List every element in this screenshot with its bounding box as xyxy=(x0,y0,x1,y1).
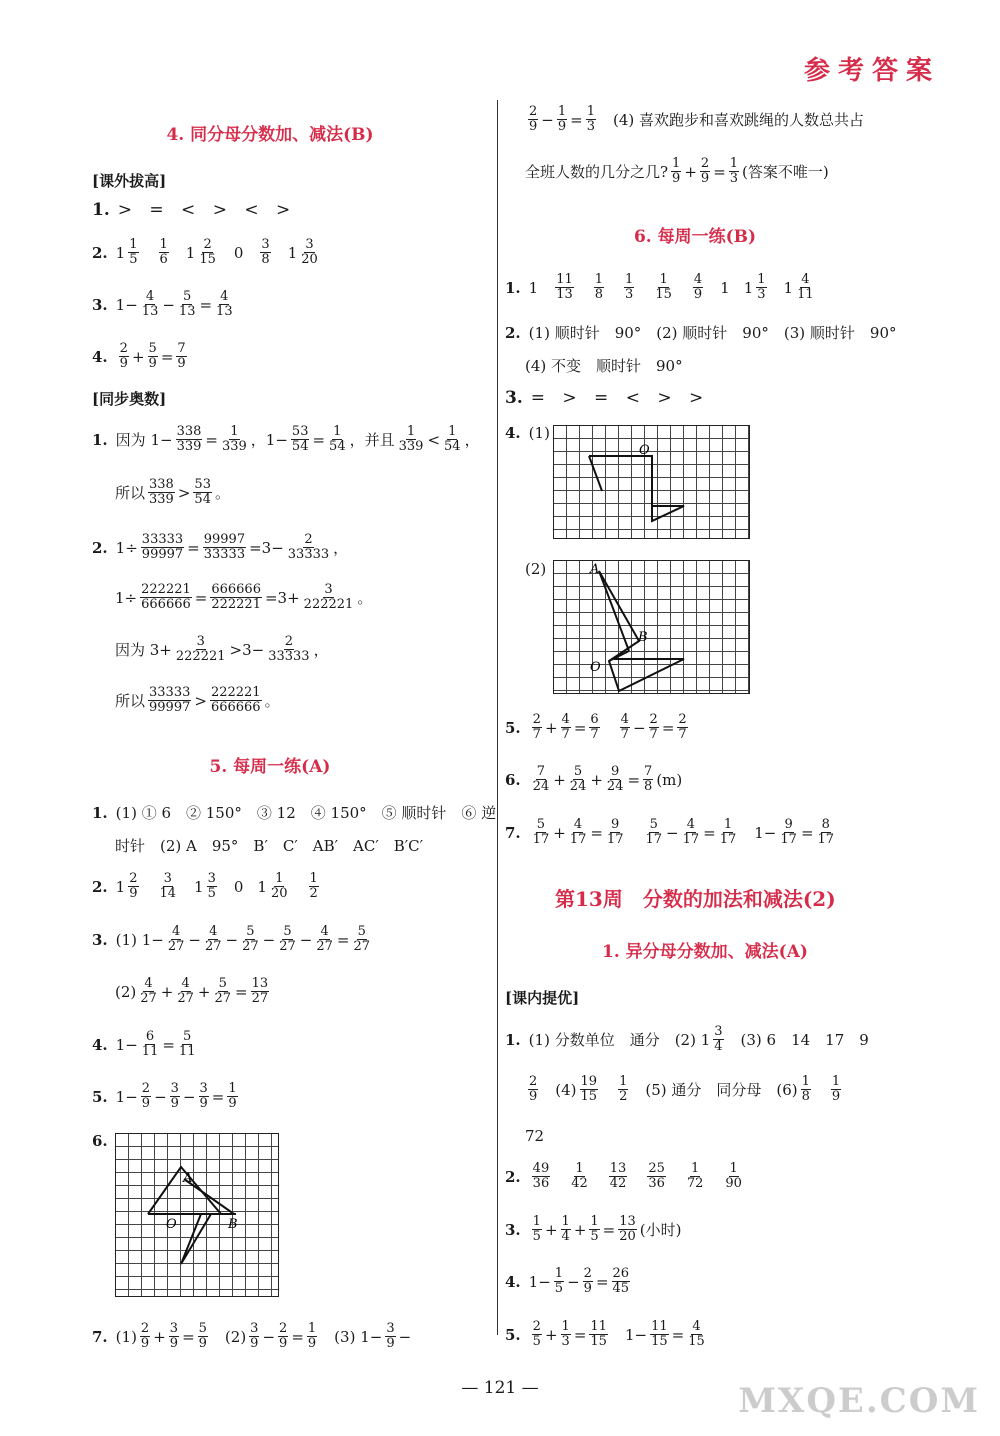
answer-1a-3: 3. $\frac{1}{5}$ + $\frac{1}{4}$ + $\frac{1}{5}$ = $\frac{13}{20}$ (小时) xyxy=(505,1214,682,1244)
answer-6b-6: 6. $\frac{7}{24}$ + $\frac{5}{24}$ + $\frac{9}{24}$ = $\frac{7}{8}$ (m) xyxy=(505,764,683,794)
answer-l3: 3. 1− $\frac{4}{13}$ − $\frac{5}{13}$ = $\frac{4}{13}$ xyxy=(92,289,233,319)
answer-1a-5: 5. $\frac{2}{5}$ + $\frac{1}{3}$ = $\frac{11}{15}$ 1− $\frac{11}{15}$ = $\frac{4}{15}$ xyxy=(505,1319,705,1349)
column-divider xyxy=(497,100,498,1335)
answer-6b-1: 1. 1 $\frac{11}{13}$ $\frac{1}{8}$ $\frac{1}{3}$ $\frac{1}{15}$ $\frac{4}{9}$ 1 1 $\frac{1}{3}$ 1 $\frac{4}{11}$ xyxy=(505,272,814,302)
answer-6b-5: 5. $\frac{2}{7}$ + $\frac{4}{7}$ = $\frac{6}{7}$ $\frac{4}{7}$ − $\frac{2}{7}$ = $\frac{2}{7}$ xyxy=(505,712,687,742)
answer-tb2c: 因为 3+ $\frac{3}{222221}$ >3− $\frac{2}{33333}$ ， xyxy=(115,634,329,664)
answer-6b-4-2-label: (2) xyxy=(525,560,547,578)
answer-l2: 2. 1 $\frac{1}{5}$ $\frac{1}{6}$ 1 $\frac{2}{15}$ 0 $\frac{3}{8}$ 1 $\frac{3}{20}$ xyxy=(92,237,318,267)
answer-1a-1a: 1. (1) 分数单位 通分 (2) 1 $\frac{3}{4}$ (3) 6 14 17 9 xyxy=(505,1024,869,1054)
answer-tb1b: 所以 $\frac{338}{339}$ > $\frac{53}{54}$ 。 xyxy=(115,477,230,507)
label-A: A xyxy=(183,1171,193,1186)
answer-6b-7: 7. $\frac{5}{17}$ + $\frac{4}{17}$ = $\frac{9}{17}$ $\frac{5}{17}$ − $\frac{4}{17}$ = $\frac{1}{17}$ 1− $\frac{9}{17}$ = $\frac{8}{17}$ xyxy=(505,817,835,847)
answer-1a-2: 2. $\frac{49}{36}$ $\frac{1}{42}$ $\frac{13}{42}$ $\frac{25}{36}$ $\frac{1}{72}$ $\frac{1}{90}$ xyxy=(505,1161,742,1191)
section-title-5a: 5. 每周一练(A) xyxy=(209,757,331,777)
label-O: O xyxy=(590,660,601,675)
grid-figure-6b-4-1 xyxy=(553,425,750,539)
answer-6b-2a: 2. (1) 顺时针 90° (2) 顺时针 90° (3) 顺时针 90° xyxy=(505,323,897,342)
answer-5a-4: 4. 1− $\frac{6}{11}$ = $\frac{5}{11}$ xyxy=(92,1029,196,1059)
answer-tb2d: 所以 $\frac{33333}{99997}$ > $\frac{222221}{666666}$ 。 xyxy=(115,685,280,715)
answer-6b-4-label: 4. (1) xyxy=(505,424,550,442)
label-B: B xyxy=(228,1217,238,1232)
label-O: O xyxy=(166,1217,177,1232)
answer-tb1: 1. 因为 1− $\frac{338}{339}$ = $\frac{1}{339}$ ，1− $\frac{53}{54}$ = $\frac{1}{54}$ ，并且 $\frac{1}{339}$ < $\frac{1}{54}$ ， xyxy=(92,424,480,454)
answer-1a-1c: 72 xyxy=(525,1127,545,1145)
label-O: O xyxy=(639,443,650,458)
subhead-tongbu: [同步奥数] xyxy=(92,390,167,408)
figure-lines xyxy=(116,1134,278,1296)
section-title-4b: 4. 同分母分数加、减法(B) xyxy=(166,125,374,145)
answer-l4: 4. $\frac{2}{9}$ + $\frac{5}{9}$ = $\frac{7}{9}$ xyxy=(92,341,186,371)
answer-1a-1b: $\frac{2}{9}$ (4) $\frac{19}{15}$ $\frac{1}{2}$ (5) 通分 同分母 (6) $\frac{1}{8}$ $\frac{1}{9}$ xyxy=(529,1074,841,1104)
answer-1a-4: 4. 1− $\frac{1}{5}$ − $\frac{2}{9}$ = $\frac{26}{45}$ xyxy=(505,1266,630,1296)
grid-figure-6b-4-2 xyxy=(553,560,750,694)
answer-5a-1b: 时针 (2) A 95° B′ C′ AB′ AC′ B′C′ xyxy=(115,837,424,855)
section-title-6b: 6. 每周一练(B) xyxy=(633,227,757,247)
label-A: A xyxy=(590,562,600,577)
answer-tb2a: 2. 1÷ $\frac{33333}{99997}$ = $\frac{99997}{33333}$ =3− $\frac{2}{33333}$ ， xyxy=(92,532,349,562)
answer-5a-2: 2. 1 $\frac{2}{9}$ $\frac{3}{14}$ 1 $\frac{3}{5}$ 0 1 $\frac{1}{20}$ $\frac{1}{2}$ xyxy=(92,871,318,901)
answer-tb2b: 1÷ $\frac{222221}{666666}$ = $\frac{666666}{222221}$ =3+ $\frac{3}{222221}$ 。 xyxy=(115,582,373,612)
label-B: B xyxy=(638,630,648,645)
answer-5a-6-label: 6. xyxy=(92,1132,108,1150)
page-number: — 121 — xyxy=(461,1378,539,1398)
section-title-1a: 1. 异分母分数加、减法(A) xyxy=(602,942,808,962)
header-title: 参考答案 xyxy=(803,56,940,86)
subhead-kenei: [课内提优] xyxy=(505,989,580,1007)
grid-figure-5a-6 xyxy=(115,1133,279,1297)
answer-5a-1a: 1. (1) ① 6 ② 150° ③ 12 ④ 150° ⑤ 顺时针 ⑥ 逆 xyxy=(92,803,497,822)
answer-5a-7: 7. (1) $\frac{2}{9}$ + $\frac{3}{9}$ = $\frac{5}{9}$ (2) $\frac{3}{9}$ − $\frac{2}{9}$ = $\frac{1}{9}$ (3) 1− $\frac{3}{9}$ − xyxy=(92,1321,412,1351)
answer-6b-3: 3. = > = < > > xyxy=(505,388,710,408)
answer-r-top2: 全班人数的几分之几? $\frac{1}{9}$ + $\frac{2}{9}$ = $\frac{1}{3}$ (答案不唯一) xyxy=(525,156,829,186)
watermark-logo: MXQE.COM xyxy=(738,1381,980,1421)
figure-lines xyxy=(554,426,749,538)
answer-6b-2b: (4) 不变 顺时针 90° xyxy=(525,357,683,375)
answer-5a-5: 5. 1− $\frac{2}{9}$ − $\frac{3}{9}$ − $\frac{3}{9}$ = $\frac{1}{9}$ xyxy=(92,1081,237,1111)
answer-l1: 1. > = < > < > xyxy=(92,200,297,220)
answer-5a-3a: 3. (1) 1− $\frac{4}{27}$ − $\frac{4}{27}$ − $\frac{5}{27}$ − $\frac{5}{27}$ − $\frac{4}{27}$ = $\frac{5}{27}$ xyxy=(92,924,370,954)
week-title: 第13周 分数的加法和减法(2) xyxy=(555,887,836,911)
answer-r-top1: $\frac{2}{9}$ − $\frac{1}{9}$ = $\frac{1}{3}$ (4) 喜欢跑步和喜欢跳绳的人数总共占 xyxy=(529,104,865,134)
figure-lines xyxy=(554,561,749,693)
subhead-kewai: [课外拔高] xyxy=(92,172,167,190)
answer-5a-3b: (2) $\frac{4}{27}$ + $\frac{4}{27}$ + $\frac{5}{27}$ = $\frac{13}{27}$ xyxy=(115,976,269,1006)
